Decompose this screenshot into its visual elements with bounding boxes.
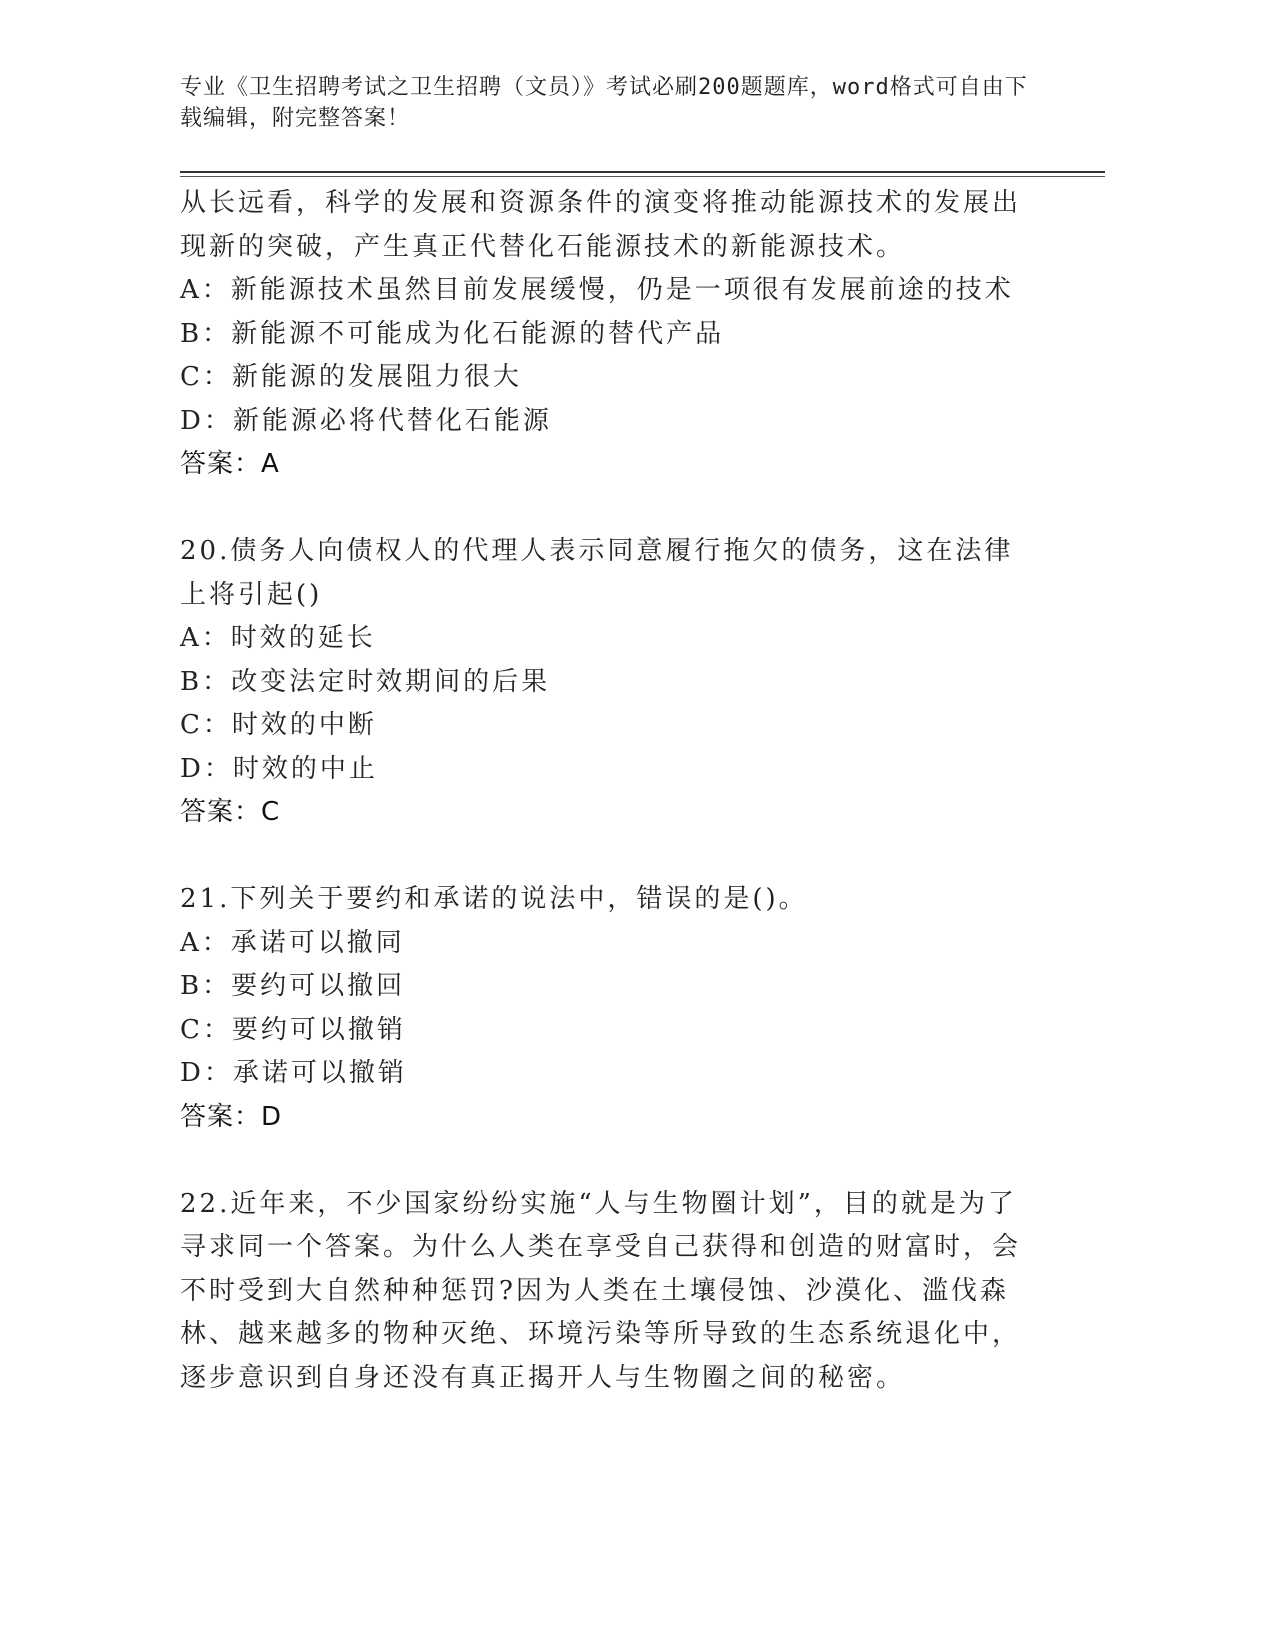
option-c: C：时效的中断 bbox=[180, 710, 377, 740]
question-text: 20.债务人向债权人的代理人表示同意履行拖欠的债务，这在法律上将引起() bbox=[180, 536, 1014, 610]
option-b: B：要约可以撤回 bbox=[180, 971, 406, 1001]
question-text: 从长远看，科学的发展和资源条件的演变将推动能源技术的发展出现新的突破，产生真正代替化石能源技术的新能源技术。 bbox=[180, 188, 1022, 262]
spacer bbox=[180, 1139, 1040, 1183]
question-list bbox=[180, 182, 1040, 1400]
spacer bbox=[180, 835, 1040, 879]
option-d: D：新能源必将代替化石能源 bbox=[180, 405, 552, 436]
header-divider-thick bbox=[180, 171, 1105, 173]
option-c: C：要约可以撤销 bbox=[180, 1014, 406, 1045]
header-divider-thin bbox=[180, 176, 1105, 177]
answer-line: 答案：D bbox=[180, 1101, 283, 1132]
question-block bbox=[180, 182, 1040, 487]
question-text: 22.近年来，不少国家纷纷实施“人与生物圈计划”，目的就是为了寻求同一个答案。为什么人类在享受自己获得和创造的财富时，会不时受到大自然种种惩罚?因为人类在土壤侵蚀、沙漠化、滥伐森林、越来越多的物种灭绝、环境污染等所导致的生态系统退化中，逐步意识到自身还没有真正揭开人与生物圈之间的秘密。 bbox=[180, 1188, 1022, 1393]
question-block bbox=[180, 1183, 1040, 1401]
option-a: A：时效的延长 bbox=[180, 623, 376, 653]
option-d: D：承诺可以撤销 bbox=[180, 1058, 407, 1088]
option-b: B：改变法定时效期间的后果 bbox=[180, 666, 551, 697]
option-b: B：新能源不可能成为化石能源的替代产品 bbox=[180, 318, 725, 349]
spacer bbox=[180, 487, 1040, 531]
answer-line: 答案：A bbox=[180, 449, 280, 479]
question-block bbox=[180, 530, 1040, 835]
document-header: 专业《卫生招聘考试之卫生招聘（文员）》考试必刷200题题库，word格式可自由下载编辑，附完整答案！ bbox=[180, 75, 1028, 131]
question-block bbox=[180, 878, 1040, 1139]
answer-line: 答案：C bbox=[180, 797, 281, 827]
option-a: A：承诺可以撤同 bbox=[180, 927, 405, 958]
question-text: 21.下列关于要约和承诺的说法中，错误的是()。 bbox=[180, 884, 808, 914]
option-d: D：时效的中止 bbox=[180, 753, 378, 784]
option-c: C：新能源的发展阻力很大 bbox=[180, 362, 522, 392]
option-a: A：新能源技术虽然目前发展缓慢，仍是一项很有发展前途的技术 bbox=[180, 275, 1014, 305]
